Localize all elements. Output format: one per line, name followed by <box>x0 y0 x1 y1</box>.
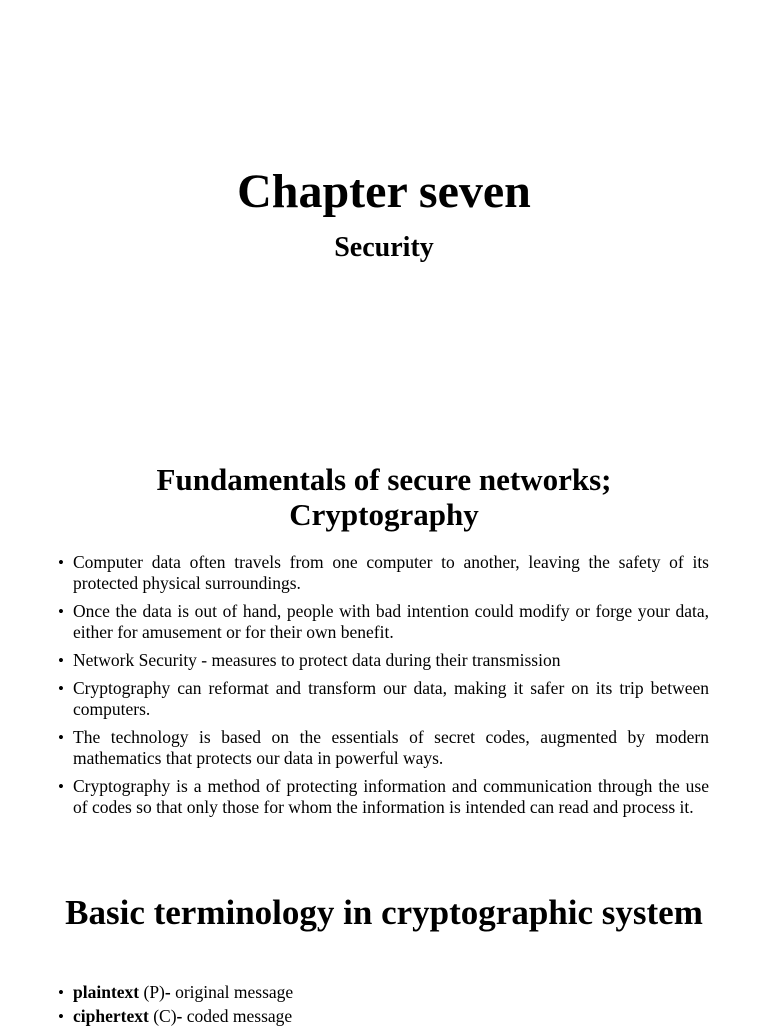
slide-fundamentals <box>0 432 768 864</box>
list-item-text: Cryptography can reformat and transform our data, making it safer on its trip between computers. <box>73 678 709 719</box>
list-item-text: Computer data often travels from one computer to another, leaving the safety of its protected physical surroundings. <box>73 552 709 593</box>
term-symbol: (C) <box>148 1006 177 1026</box>
list-item-text: Network Security - measures to protect data during their transmission <box>73 650 561 670</box>
list-item <box>58 982 709 1003</box>
terminology-bullet-list <box>58 982 709 1030</box>
bullet-icon: • <box>58 679 64 698</box>
list-item-text: The technology is based on the essentials of secret codes, augmented by modern mathematics that protects our data in powerful ways. <box>73 727 709 768</box>
bullet-icon: • <box>58 1007 64 1026</box>
bullet-icon: • <box>58 651 64 670</box>
term-name: plaintext <box>73 982 140 1002</box>
list-item <box>58 552 709 594</box>
list-item <box>58 776 709 818</box>
term-dash: - <box>176 1006 183 1026</box>
list-item-text: Cryptography is a method of protecting information and communication through the use of codes so that only those for whom the information is intended can read and process it. <box>73 776 709 817</box>
chapter-title: Chapter seven <box>237 165 531 218</box>
slide-terminology <box>0 864 768 1024</box>
list-item <box>58 650 709 671</box>
bullet-icon: • <box>58 983 64 1002</box>
bullet-icon: • <box>58 602 64 621</box>
list-item <box>58 601 709 643</box>
list-item <box>58 727 709 769</box>
list-item-text: Once the data is out of hand, people with bad intention could modify or forge your data, either for amusement or for their own benefit. <box>73 601 709 642</box>
terminology-title: Basic terminology in cryptographic system <box>65 893 703 932</box>
section-title <box>0 462 768 532</box>
slide-chapter-title <box>0 0 768 432</box>
bullet-icon: • <box>58 728 64 747</box>
term-definition: coded message <box>182 1006 293 1026</box>
term-dash: - <box>164 982 171 1002</box>
bullet-icon: • <box>58 777 64 796</box>
term-definition: original message <box>170 982 294 1002</box>
section-title-line-2: Cryptography <box>289 497 479 532</box>
fundamentals-bullet-list <box>58 552 709 825</box>
term-name: ciphertext <box>73 1006 149 1026</box>
term-symbol: (P) <box>139 982 165 1002</box>
chapter-subtitle: Security <box>334 232 434 263</box>
list-item <box>58 678 709 720</box>
section-title-line-1: Fundamentals of secure networks; <box>156 462 612 497</box>
bullet-icon: • <box>58 553 64 572</box>
